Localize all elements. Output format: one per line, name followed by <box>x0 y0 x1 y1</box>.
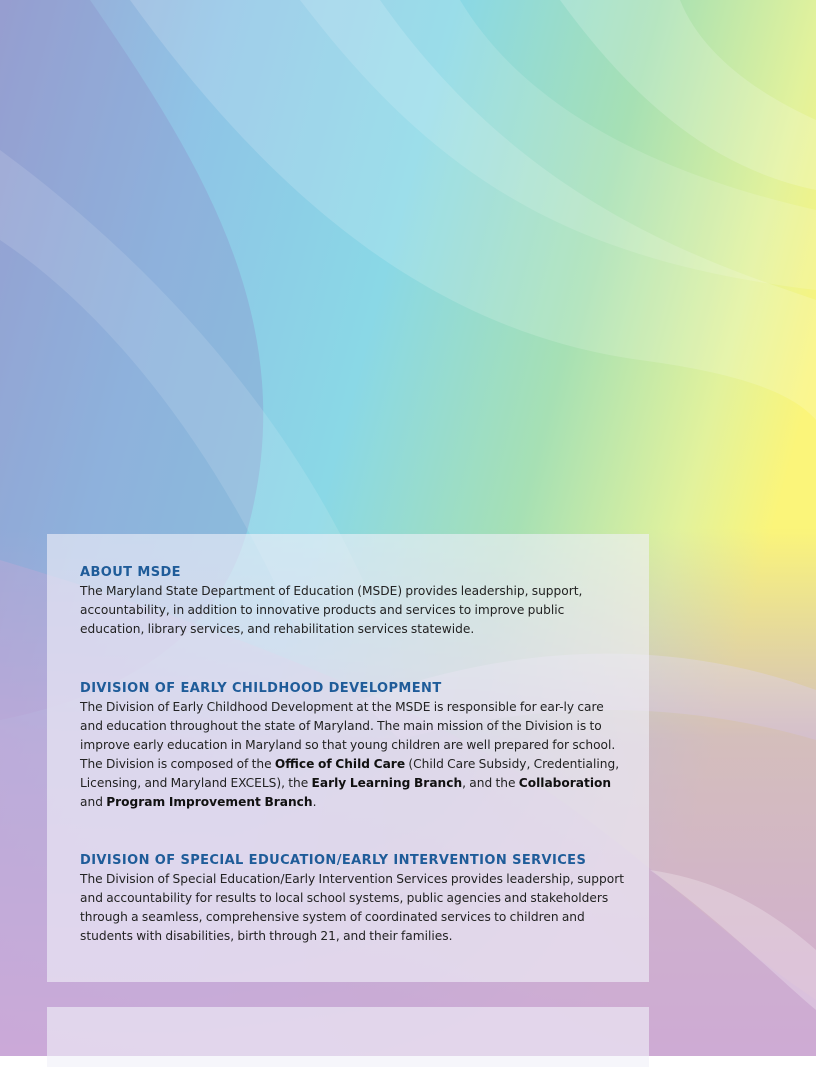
section-heading: ABOUT MSDE <box>80 565 181 580</box>
body-text: , and the <box>462 776 519 791</box>
office-of-child-care-text: Office of Child Care <box>274 757 406 772</box>
section-heading: DIVISION OF SPECIAL EDUCATION/EARLY INTERVENTION SERVICES <box>80 853 587 868</box>
collaboration-text: Collaboration <box>518 776 612 791</box>
body-text: The Division of Early Childhood Development at the MSDE is responsible for ear-ly care and education throughout the state of Maryland. The main mission of the Division is to improve early education in Maryland so that young children are well prepared for school. The Division is composed of the <box>80 700 616 772</box>
section-body: The Division of Special Education/Early Intervention Services provides leadership, support and accountability for results to local school systems, public agencies and stakeholders through a seamless, comprehensive system of coordinated services to children and students with disabilities, birth through 21, and their families. <box>80 872 624 944</box>
body-text: . <box>312 795 317 810</box>
section-heading: DIVISION OF EARLY CHILDHOOD DEVELOPMENT <box>80 681 442 696</box>
program-improvement-branch-text: Program Improvement Branch <box>106 795 313 810</box>
content-panel <box>47 534 649 982</box>
body-text: and <box>80 795 107 810</box>
early-childhood-section <box>80 680 625 813</box>
about-msde-section <box>80 564 625 639</box>
section-body: The Maryland State Department of Education (MSDE) provides leadership, support, accountability, in addition to innovative products and services to improve public education, library services, and rehabilitation services statewide. <box>80 584 583 637</box>
body-text: (Child Care Subsidy, Credentialing, Licensing, and Maryland EXCELS), the <box>80 757 620 791</box>
special-education-section <box>80 852 625 946</box>
early-learning-branch-text: Early Learning Branch <box>311 776 463 791</box>
section-body <box>80 698 625 813</box>
lower-content-panel <box>47 1007 649 1067</box>
